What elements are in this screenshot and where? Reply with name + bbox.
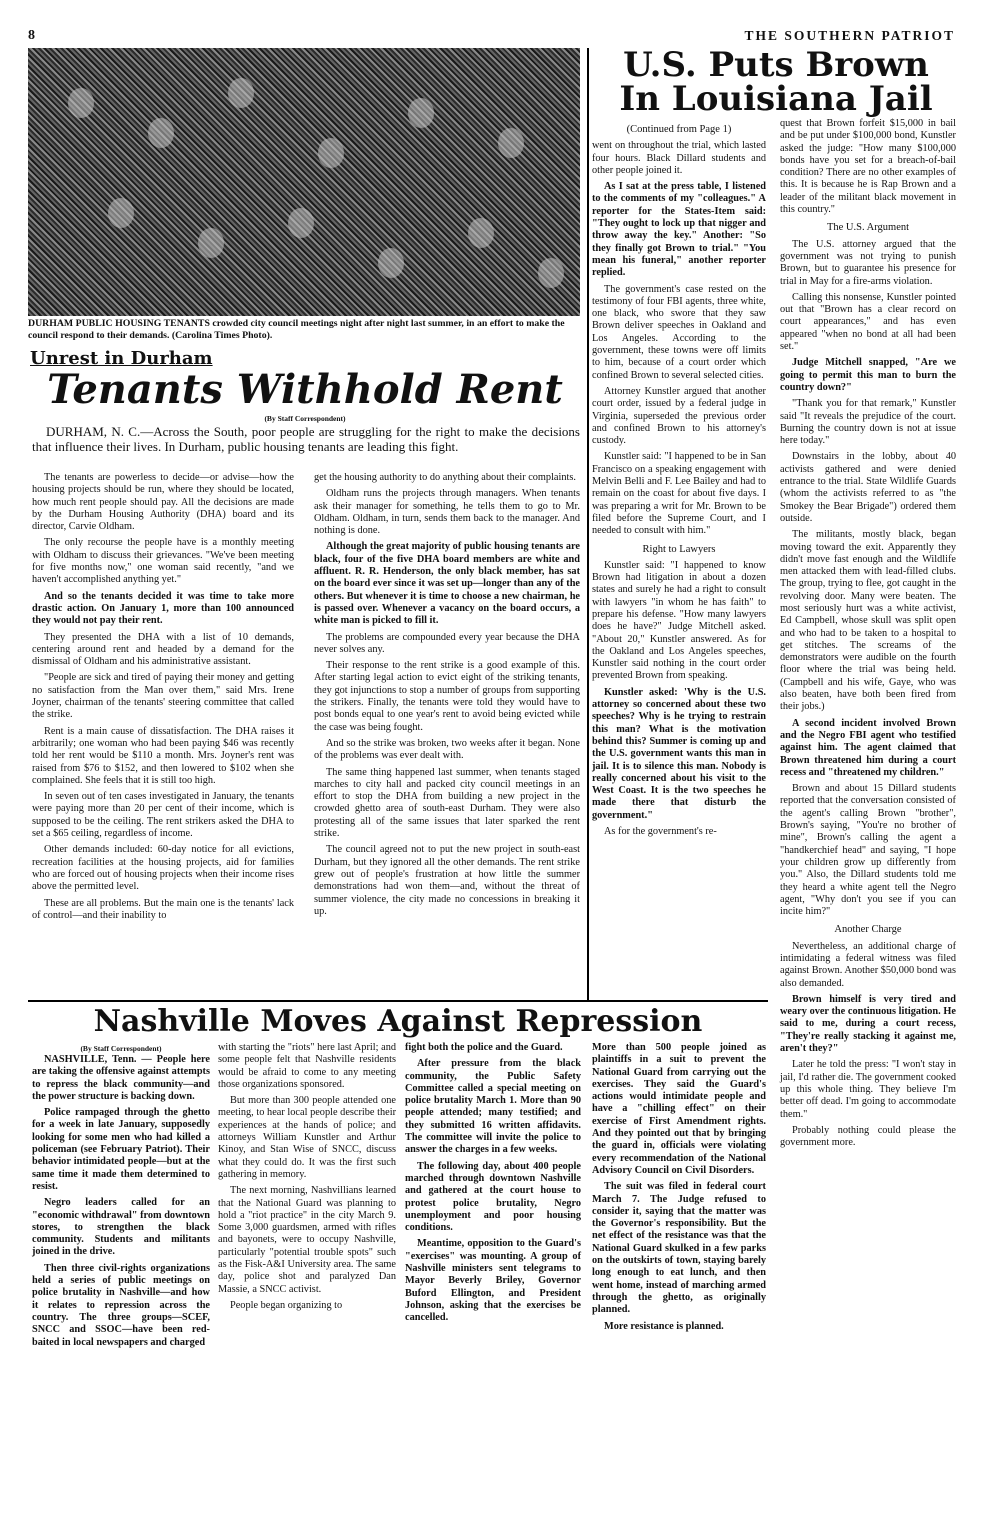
brown-paragraph: A second incident involved Brown and the Negro FBI agent who testified against him. The agent claimed that Brown threatened him during a court recess and "threatened my children." — [780, 717, 956, 778]
brown-paragraph: Judge Mitchell snapped, "Are we going to permit this man to burn the country down?" — [780, 357, 956, 393]
brown-subhead: Another Charge — [834, 924, 902, 936]
nashville-col3 — [405, 1042, 581, 1329]
nashville-paragraph: But more than 300 people attended one meeting, to hear local people describe their experiences at the hands of police; and attorneys William Kunstler and Arthur Kinoy, and Stan Wise of SNCC, discuss what they could do. It was the first such gathering in memory. — [218, 1095, 396, 1180]
brown-paragraph: Brown and about 15 Dillard students reported that the conversation consisted of the agent's calling Brown "brother", Brown's saying, "You're no brother of mine", Brown's calling the agent a "handkerchief head" and saying, "I hope your children grow up differently from you." Also, the Dillard students told me they heard a white agent tell the Negro agent, "Why don't you see if you can incite him?" — [780, 783, 956, 918]
brown-subhead: Right to Lawyers — [642, 543, 716, 555]
durham-kicker: Unrest in Durham — [30, 348, 213, 369]
durham-headline: Tenants Withhold Rent — [47, 366, 563, 413]
brown-headline-line1: U.S. Puts Brown — [623, 45, 929, 85]
brown-paragraph: Attorney Kunstler argued that another court order, issued by a federal judge in Virginia, superseded the previous order and confined Brown to his attorney's custody. — [592, 385, 766, 447]
brown-subhead: The U.S. Argument — [826, 222, 910, 234]
durham-paragraph: They presented the DHA with a list of 10 demands, centering around rent and headed by a demand for the dismissal of Oldham and his administrative assistant. — [32, 631, 294, 668]
photo-caption-bold: DURHAM PUBLIC HOUSING TENANTS — [28, 318, 210, 329]
nashville-paragraph: After pressure from the black community, the Public Safety Committee called a special meeting on police brutality March 1. More than 90 people attended; many testified; and they submitted 16 written affidavits. The committee will invite the police to answer the charges in a few weeks. — [405, 1058, 581, 1156]
brown-paragraph: Probably nothing could please the government more. — [780, 1124, 956, 1149]
nashville-paragraph: People began organizing to — [230, 1299, 343, 1311]
column-rule — [587, 48, 589, 1000]
nashville-paragraph: NASHVILLE, Tenn. — People here are taking the offensive against attempts to repress the black community—and the power structure is backing down. — [32, 1054, 210, 1102]
nashville-col2 — [218, 1042, 396, 1316]
nashville-paragraph: More resistance is planned. — [604, 1320, 724, 1332]
page-number: 8 — [28, 28, 35, 43]
durham-paragraph: The same thing happened last summer, when tenants staged marches to city hall and packed city council meetings in an effort to stop the DHA from building a new project in the crowded ghetto area of south-east Durham. They were also protesting all of the same issues that later sparked the rent strike. — [314, 766, 580, 840]
durham-paragraph: The only recourse the people have is a monthly meeting with Oldham to discuss their grievances. "We've been meeting for five months now," one woman said recently, "and we haven't accomplished anything yet." — [32, 537, 294, 586]
durham-paragraph: Other demands included: 60-day notice for all evictions, recreation facilities at the housing projects, aid for families who are forced out of housing projects when their income rises above the permitted level. — [32, 844, 294, 893]
nashville-col4 — [592, 1042, 766, 1337]
durham-paragraph: get the housing authority to do anything about their complaints. — [314, 472, 576, 483]
brown-col2 — [780, 118, 956, 1153]
brown-paragraph: Nevertheless, an additional charge of intimidating a federal witness was filed against Brown. Another $50,000 bond was also demanded. — [780, 940, 956, 989]
durham-paragraph: The tenants are powerless to decide—or advise—how the housing projects should be run, where they should be located, how much rent people should pay. All the decisions are made by the Durham Housing Authority (DHA) board and its director, Carvie Oldham. — [32, 472, 294, 533]
durham-paragraph: The council agreed not to put the new project in south-east Durham, but they ignored all the other demands. The rent strike grew out of people's frustration at how little the summer demonstrations had won them—and, without the threat of summer violence, the city made no concessions in breaking it up. — [314, 844, 580, 917]
nashville-paragraph: Negro leaders called for an "economic withdrawal" from downtown stores, to strengthen the black community. Students and militants joined in the drive. — [32, 1197, 210, 1258]
durham-paragraph: "People are sick and tired of paying their money and getting no satisfaction from the Man over them," said Mrs. Irene Joyner, chairman of the tenants' steering committee that called the strike. — [32, 672, 294, 721]
nashville-paragraph: with starting the "riots" here last April; and some people felt that Nashville residents would be afraid to come to any meeting those organizations sponsored. — [218, 1042, 396, 1090]
durham-paragraph: Rent is a main cause of dissatisfaction. The DHA raises it arbitrarily; one woman who had been paying $46 was recently told her rent would be $110 a month. Mrs. Joyner's rent was raised from $76 to $152, and then lowered to $102 when she complained. She feels that it is still too high. — [32, 725, 294, 786]
nashville-col1 — [32, 1054, 210, 1353]
tenants-photo — [28, 48, 580, 316]
brown-paragraph: Kunstler said: "I happened to know Brown had litigation in about a dozen states and surely he had a right to consult with lawyers "in whom he has faith" to prepare his defense. "How many lawyers does he have?" Judge Mitchell asked. "About 20," Kunstler answered. As for the Oakland and Los Angeles speeches, Kunstler said nothing in the court order prevented Brown from speaking. — [592, 559, 766, 682]
brown-paragraph: Later he told the press: "I won't stay in jail, I'd rather die. The government cooked up this whole thing. They believe I'm better off dead. I'm going to accommodate them." — [780, 1059, 956, 1120]
durham-paragraph: In seven out of ten cases investigated in January, the tenants were paying more than 20 per cent of their income, which is supposed to be the ceiling. The rent strikers asked the DHA to set a $65 ceiling, regardless of income. — [32, 791, 294, 840]
durham-byline: (By Staff Correspondent) — [264, 414, 346, 423]
brown-paragraph: The U.S. attorney argued that the government was not trying to punish Brown, but to guarantee his presence for trial in May for a fire-arms violation. — [780, 238, 956, 287]
nashville-paragraph: The following day, about 400 people marched through downtown Nashville and gathered at the court house to protest police brutality, Negro unemployment and poor housing conditions. — [405, 1160, 581, 1234]
nashville-headline: Nashville Moves Against Repression — [93, 1004, 703, 1039]
brown-paragraph: Kunstler said: "I happened to be in San Francisco on a speaking engagement with Melvin Belli and F. Lee Bailey and had to remain on the coast for about five days. I was preparing a writ for Mr. Brown to be filed before the Supreme Court, and I needed to consult with him." — [592, 451, 766, 537]
nashville-paragraph: Then three civil-rights organizations held a series of public meetings on police brutality in Nashville—and how it relates to repression across the country. The three groups—SCEF, SNCC and SSOC—have been red-baited in local newspapers and charged — [32, 1262, 210, 1348]
photo-caption — [28, 318, 580, 342]
brown-col1 — [592, 118, 766, 842]
brown-paragraph: Brown himself is very tired and weary over the continuous litigation. He said to me, during a court recess, "They're really stacking it against me, aren't they?" — [780, 993, 956, 1055]
brown-paragraph: As I sat at the press table, I listened to the comments of my "colleagues." A reporter for the States-Item said: "They ought to lock up that nigger and throw away the key." Another: "So they finally got Brown to trial." "You mean his funeral," another reporter replied. — [592, 181, 766, 279]
nashville-paragraph: Police rampaged through the ghetto for a week in late January, supposedly looking for some men who had killed a policeman (see February Patriot). Their behavior intimidated people—but at the same time it made them determined to resist. — [32, 1107, 210, 1192]
brown-paragraph: "Thank you for that remark," Kunstler said "It reveals the prejudice of the court. Burning the country down is not at issue here today." — [780, 398, 956, 447]
brown-paragraph: went on throughout the trial, which lasted four hours. Black Dillard students and other people joined it. — [592, 140, 766, 176]
brown-paragraph: quest that Brown forfeit $15,000 in bail and be put under $100,000 bond, Kunstler asked the judge: "How many $100,000 bonds have you set for a breach-of-bail condition? There are no other examples of this. It is because he is Rap Brown and a leader of the militant black movement in this country." — [780, 118, 956, 216]
nashville-paragraph: The suit was filed in federal court March 7. The Judge refused to consider it, saying that the matter was the Governor's responsibility. But the net effect of the resistance was that the National Guard skulked in a few parks on the outskirts of town, staying barely long enough to eat lunch, and then went home, instead of marching armed through the ghetto, as originally planned. — [592, 1181, 766, 1316]
durham-paragraph: Although the great majority of public housing tenants are black, four of the five DHA board members are white and affluent. R. R. Henderson, the only black member, has sat on the board ever since it was set up—longer than any of the others. But whenever it is time to choose a new chairman, he is passed over. Whenever a vacancy on the board occurs, a white man is picked to fill it. — [314, 541, 580, 627]
durham-col2 — [314, 472, 580, 922]
brown-paragraph: The militants, mostly black, began moving toward the exit. Apparently they didn't move fast enough and the Wildlife men attacked them with lead-filled clubs. The group, trying to flee, got caught in the revolving door. Many were beaten. The most seriously hurt was a white activist, Ed Campbell, whose skull was split open and who had to be taken to a hospital to get stitches. The screams of the demonstrators were audible on the fourth floor where the trial was being held. (Campbell and his wife, Gaye, who was also beaten, have both been fired from their jobs.) — [780, 529, 956, 713]
section-rule — [28, 1000, 768, 1002]
durham-paragraph: And so the strike was broken, two weeks after it began. None of the problems was ever dealt with. — [314, 737, 580, 762]
durham-paragraph: The problems are compounded every year because the DHA never solves any. — [314, 631, 580, 655]
durham-paragraph: Oldham runs the projects through managers. When tenants ask their manager for something, he tells them to go to Mr. Oldham. Oldham, in turn, sends them back to the manager. And nothing is done. — [314, 488, 580, 537]
brown-paragraph: The government's case rested on the testimony of four FBI agents, three white, one black, who swore that they saw Brown deliver speeches in Oakland and Los Angeles. According to the government, these towns were off limits to him, because of a court order which confined Brown to several selected cities. — [592, 283, 766, 381]
nashville-paragraph: More than 500 people joined as plaintiffs in a suit to prevent the National Guard from carrying out the exercises. They said the Guard's actions would intimidate people and have a "chilling effect" on their exercise of First Amendment rights. And they pointed out that by bringing the guard in, officials were violating every recommendation of the National Advisory Council on Civil Disorders. — [592, 1042, 766, 1176]
durham-lede: DURHAM, N. C.—Across the South, poor people are struggling for the right to make the decisions that influence their lives. In Durham, public housing tenants are leading this fight. — [32, 424, 580, 454]
brown-continued: (Continued from Page 1) — [626, 124, 732, 135]
brown-paragraph: As for the government's re- — [604, 826, 717, 838]
durham-paragraph: Their response to the rent strike is a good example of this. After starting legal action to evict eight of the striking tenants, they got injunctions to stop a number of groups from supporting the strikers. Finally, the tenants were told they would have to post bonds equal to one year's rent to avoid being evicted while the case was being fought. — [314, 660, 580, 733]
nashville-byline: (By Staff Correspondent) — [80, 1044, 162, 1053]
nashville-paragraph: fight both the police and the Guard. — [405, 1042, 563, 1053]
nashville-paragraph: The next morning, Nashvillians learned that the National Guard was planning to hold a "riot practice" in the city March 9. Some 3,000 guardsmen, armed with rifles and bayonets, were to occupy Nashville, particularly "potential trouble spots" such as the Fisk-A&I University area. The same day, police shot and paralyzed Dan Massie, a SNCC activist. — [218, 1185, 396, 1295]
durham-col1 — [32, 472, 294, 926]
brown-paragraph: Downstairs in the lobby, about 40 activists gathered and were denied entrance to the trial. State Wildlife Guards (whom the activists referred to as "the Smokey the Bear Brigade") ordered them outside. — [780, 451, 956, 524]
paper-name: THE SOUTHERN PATRIOT — [744, 28, 955, 43]
brown-paragraph: Calling this nonsense, Kunstler pointed out that "Brown has a clear record on court appearances," and has even appeared "when no bond at all had been set." — [780, 291, 956, 353]
brown-paragraph: Kunstler asked: 'Why is the U.S. attorney so concerned about these two speeches? Why is he trying to restrain this man? What is the motivation behind this? Summer is coming up and the U.S. government wants this man in jail. It is to silence this man. Nobody is really concerned about his visit to the West Coast. It is the two speeches he made there that disturb the government." — [592, 686, 766, 821]
photo-caption-rest: crowded city council meetings night after night last summer, in an effort to make the council respond to their demands. (Carolina Times Photo). — [28, 318, 565, 341]
brown-headline-line2: In Louisiana Jail — [619, 79, 933, 119]
nashville-paragraph: Meantime, opposition to the Guard's "exercises" was mounting. A group of Nashville ministers sent telegrams to Mayor Beverly Briley, Governor Buford Ellington, and President Johnson, asking that the exercises be cancelled. — [405, 1238, 581, 1324]
durham-paragraph: These are all problems. But the main one is the tenants' lack of control—and their inability to — [32, 897, 294, 921]
durham-paragraph: And so the tenants decided it was time to take more drastic action. On January 1, more than 100 announced they would not pay their rent. — [32, 590, 294, 627]
